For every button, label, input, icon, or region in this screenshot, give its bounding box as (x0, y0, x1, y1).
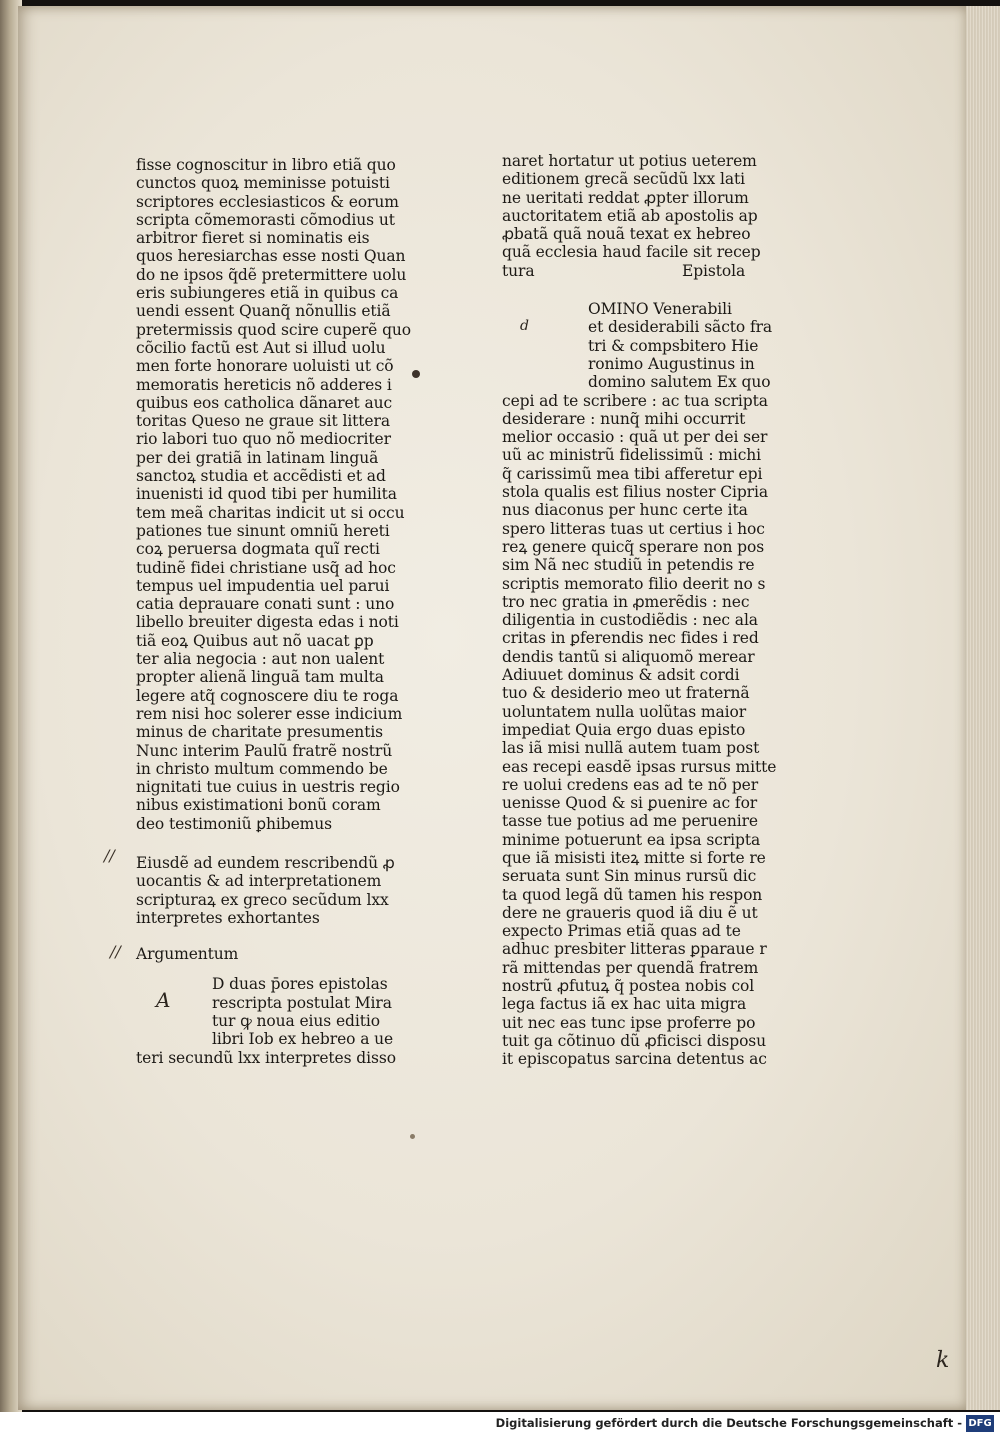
letter-line: tri & compsbitero Hie (588, 336, 759, 355)
folio-number: k (936, 1348, 950, 1373)
guide-letter-d: d (520, 318, 529, 334)
left-body-line: arbitror fieret si nominatis eis (136, 229, 370, 248)
heading-line: interpretes exhortantes (136, 908, 320, 927)
letter-line: nus diaconus per hunc certe ita (502, 501, 748, 520)
letter-line: uenisse Quod & si ꝑuenire ac for (502, 794, 758, 813)
letter-line: scriptis memorato filio deerit no s (502, 574, 766, 593)
left-body-line: scripta cõmemorasti cõmodius ut (136, 210, 395, 229)
left-body-line: minus de charitate presumentis (136, 723, 384, 742)
letter-line: impediat Quia ergo duas episto (502, 720, 746, 739)
left-body-line: legere atq̃ cognoscere diu te roga (136, 686, 399, 705)
letter-line: uoluntatem nulla uolũtas maior (502, 702, 747, 721)
left-body-line: ter alia negocia : aut non ualent (136, 650, 385, 669)
argumentum-line: D duas p̄ores epistolas (212, 975, 388, 994)
letter-line: melior occasio : quã ut per dei ser (502, 428, 768, 447)
left-body-line: coꝝ peruersa dogmata quĩ recti (136, 540, 380, 559)
letter-line: sim Nã nec studiũ in petendis re (502, 556, 755, 575)
book-page (18, 6, 968, 1410)
right-body-line: tura (502, 261, 535, 280)
heading-line: scripturaꝝ ex greco secũdum lxx (136, 890, 389, 909)
letter-line: re uolui credens eas ad te nõ per (502, 775, 759, 794)
funding-credit: Digitalisierung gefördert durch die Deutsche Forschungsgemeinschaft - (495, 1416, 962, 1430)
letter-line: stola qualis est filius noster Cipria (502, 483, 768, 502)
spacer (136, 963, 418, 975)
right-column (502, 152, 786, 1069)
left-body-line: libello breuiter digesta edas i noti (136, 613, 399, 632)
letter-line: q̃ carissimũ mea tibi afferetur epi (502, 464, 763, 483)
epistola-label: Epistola (682, 261, 746, 280)
right-body-line: naret hortatur ut potius ueterem (502, 152, 757, 170)
left-body-line: pationes tue sinunt omniũ hereti (136, 521, 390, 540)
letter-line: tasse tue potius ad me peruenire (502, 812, 758, 831)
left-body-line: deo testimoniũ ꝑhibemus (136, 814, 332, 833)
page-stack-edge (966, 6, 1000, 1410)
left-body-line: tiã eoꝝ Quibus aut nõ uacat ꝑp (136, 631, 374, 650)
left-body-line: quos heresiarchas esse nosti Quan (136, 247, 406, 266)
letter-line: diligentia in custodiẽdis : nec ala (502, 611, 758, 630)
letter-line: expecto Primas etiã quas ad te (502, 922, 741, 941)
left-body-line: scriptores ecclesiasticos & eorum (136, 192, 399, 211)
spacer (502, 280, 786, 300)
letter-line: dere ne graueris quod iã diu ẽ ut (502, 903, 758, 922)
letter-line: uũ ac ministrũ fidelissimũ : michi (502, 446, 762, 465)
letter-line: tuo & desiderio meo ut fraternã (502, 684, 750, 703)
left-body-line: fisse cognoscitur in libro etiã quo (136, 156, 396, 174)
argumentum-line: libri Iob ex hebreo a ue (212, 1030, 394, 1049)
left-body-line: cunctos quoꝝ meminisse potuisti (136, 174, 390, 193)
right-body-line: ne ueritati reddat ꝓpter illorum (502, 188, 749, 207)
letter-line: nostrũ ꝓfutuꝝ q̃ postea nobis col (502, 977, 755, 996)
spacer (136, 833, 418, 854)
letter-line: eas recepi easdẽ ipsas rursus mitte (502, 757, 777, 776)
argumentum-pilcrow-mark: // (110, 942, 121, 961)
letter-line: tro nec gratia in ꝓmerẽdis : nec (502, 592, 750, 611)
letter-line: adhuc presbiter litteras ꝑparaue r (502, 940, 767, 959)
left-body-line: in christo multum commendo be (136, 759, 388, 778)
letter-line: uit nec eas tunc ipse proferre po (502, 1013, 756, 1032)
left-body-line: Nunc interim Paulũ fratrẽ nostrũ (136, 741, 393, 760)
letter-line: reꝝ genere quicq̃ sperare non pos (502, 537, 765, 556)
right-body-line: auctoritatem etiã ab apostolis ap (502, 206, 758, 225)
left-column (136, 156, 418, 1067)
letter-line: spero litteras tuas ut certius i hoc (502, 519, 765, 538)
left-body-line: nignitati tue cuius in uestris regio (136, 778, 400, 797)
argumentum-line: rescripta postulat Mira (212, 993, 392, 1012)
letter-line: seruata sunt Sin minus rursũ dic (502, 867, 757, 886)
letter-line: Adiuuet dominus & adsit cordi (502, 666, 740, 685)
left-body-line: eris subiungeres etiã in quibus ca (136, 284, 399, 303)
letter-line: las iã misi nullã autem tuam post (502, 739, 760, 758)
paper-hole (410, 1134, 415, 1139)
left-body-line: propter alienã linguã tam multa (136, 668, 384, 687)
letter-line: it episcopatus sarcina detentus ac (502, 1050, 767, 1069)
heading-line: uocantis & ad interpretationem (136, 872, 382, 891)
left-body-line: uendi essent Quanq̃ nõnullis etiã (136, 302, 391, 321)
guide-letter-a: A (156, 988, 171, 1012)
left-body-line: catia deprauare conati sunt : uno (136, 595, 395, 614)
right-body-line: editionem grecã secũdũ lxx lati (502, 170, 745, 189)
footer-bar (0, 1412, 1000, 1438)
argumentum-label: Argumentum (136, 945, 239, 964)
letter-line: critas in ꝑferendis nec fides i red (502, 629, 759, 648)
left-body-line: tudinẽ fidei christiane usq̃ ad hoc (136, 558, 396, 577)
right-body-line: ꝓbatã quã nouã texat ex hebreo (502, 225, 751, 244)
letter-line: OMINO Venerabili (588, 300, 732, 319)
left-body-line: quibus eos catholica dãnaret auc (136, 393, 393, 412)
heading-pilcrow-mark: // (104, 846, 115, 865)
left-body-line: inuenisti id quod tibi per humilita (136, 485, 397, 504)
letter-line: et desiderabili sãcto fra (588, 318, 773, 337)
left-body-line: men forte honorare uoluisti ut cõ (136, 357, 394, 376)
left-body-line: do ne ipsos q̃dẽ pretermittere uolu (136, 265, 407, 284)
heading-line: Eiusdẽ ad eundem rescribendũ ꝓ (136, 853, 395, 872)
letter-line: ronimo Augustinus in (588, 354, 755, 373)
left-body-line: pretermissis quod scire cuperẽ quo (136, 320, 412, 339)
left-body-line: sanctoꝝ studia et accẽdisti et ad (136, 467, 386, 486)
right-body-line: quã ecclesia haud facile sit recep (502, 243, 761, 262)
letter-line: lega factus iã ex hac uita migra (502, 995, 747, 1014)
letter-line: dendis tantũ si aliquomõ merear (502, 647, 755, 666)
dfg-logo: DFG (966, 1415, 994, 1432)
letter-line: ta quod legã dũ tamen his respon (502, 885, 763, 904)
letter-line: desiderare : nunq̃ mihi occurrit (502, 409, 746, 428)
argumentum-line: teri secundũ lxx interpretes disso (136, 1048, 396, 1067)
left-body-line: memoratis hereticis nõ adderes i (136, 375, 392, 394)
left-body-line: cõcilio factũ est Aut si illud uolu (136, 338, 386, 357)
letter-line: que iã misisti iteꝝ mitte si forte re (502, 848, 766, 867)
letter-line: rã mittendas per quendã fratrem (502, 958, 759, 977)
letter-line: domino salutem Ex quo (588, 373, 771, 392)
left-body-line: rio labori tuo quo nõ mediocriter (136, 430, 391, 449)
letter-line: minime potuerunt ea ipsa scripta (502, 830, 761, 849)
letter-line: tuit ga cõtinuo dũ ꝓficisci disposu (502, 1031, 767, 1050)
left-body-line: per dei gratiã in latinam linguã (136, 448, 379, 467)
left-body-line: tem meã charitas indicit ut si occu (136, 503, 405, 522)
spacer (136, 927, 418, 945)
letter-line: cepi ad te scribere : ac tua scripta (502, 391, 768, 410)
left-body-line: toritas Queso ne graue sit littera (136, 412, 390, 431)
left-body-line: rem nisi hoc solerer esse indicium (136, 704, 403, 723)
argumentum-line: tur ꝙ noua eius editio (212, 1012, 380, 1031)
left-body-line: nibus existimationi bonũ coram (136, 796, 381, 815)
left-body-line: tempus uel impudentia uel parui (136, 576, 390, 595)
